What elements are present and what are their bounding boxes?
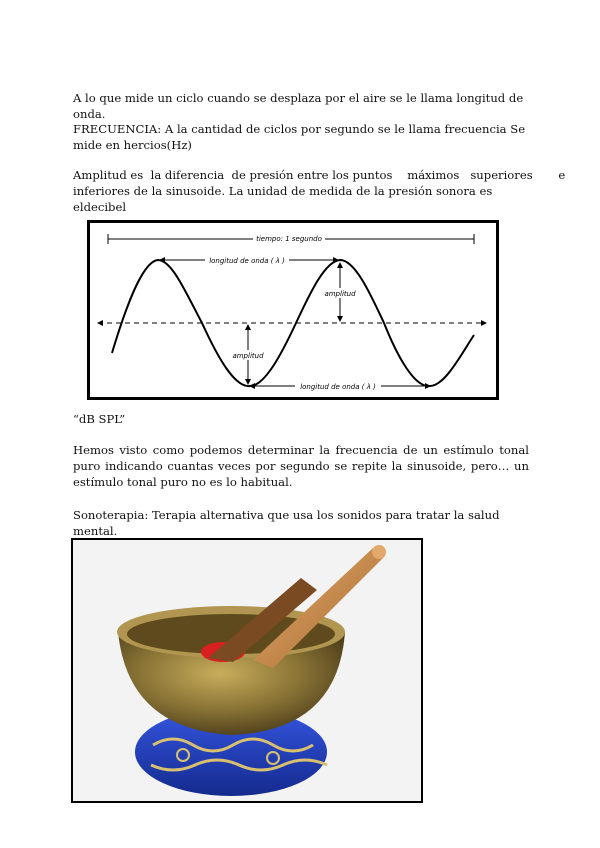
time-label: tiempo: 1 segundo	[256, 235, 322, 243]
amplitude-left-label: amplitud	[232, 352, 264, 360]
wavelength-top-label: longitud de onda ( λ )	[209, 257, 285, 265]
paragraph-wavelength: A lo que mide un ciclo cuando se desplaza por el aire se le llama longitud de onda.	[73, 91, 524, 121]
sine-curve	[112, 260, 474, 386]
paragraph-tonal-stimulus: Hemos visto como podemos determinar la frecuencia de un estímulo tonal puro indicando cuantas veces por segundo se repite la sinusoide, pero… un estímulo tonal puro no es lo habitual.	[73, 443, 529, 489]
amplitude-line-2: inferiores de la sinusoide. La unidad de medida de la presión sonora es eldecibel	[73, 184, 493, 214]
paragraph-frequency	[73, 121, 529, 153]
paragraph-amplitude	[73, 167, 566, 215]
singing-bowl-icon	[73, 540, 421, 801]
frequency-line-2: mide en hercios(Hz)	[73, 138, 192, 152]
sine-wave-diagram	[87, 220, 499, 400]
amplitude-line-1: Amplitud es la diferencia de presión entre los puntos máximos superiores e	[73, 168, 566, 182]
singing-bowl-photo	[71, 538, 423, 803]
paragraph-sonoterapia: Sonoterapia: Terapia alternativa que usa los sonidos para tratar la salud mental.	[73, 508, 500, 538]
wavelength-bottom-label: longitud de onda ( λ )	[300, 383, 376, 391]
amplitude-right-label: amplitud	[324, 290, 356, 298]
paragraph-db-spl: “dB SPL”	[73, 412, 126, 426]
frequency-line-1: FRECUENCIA: A la cantidad de ciclos por segundo se le llama frecuencia Se	[73, 122, 526, 136]
